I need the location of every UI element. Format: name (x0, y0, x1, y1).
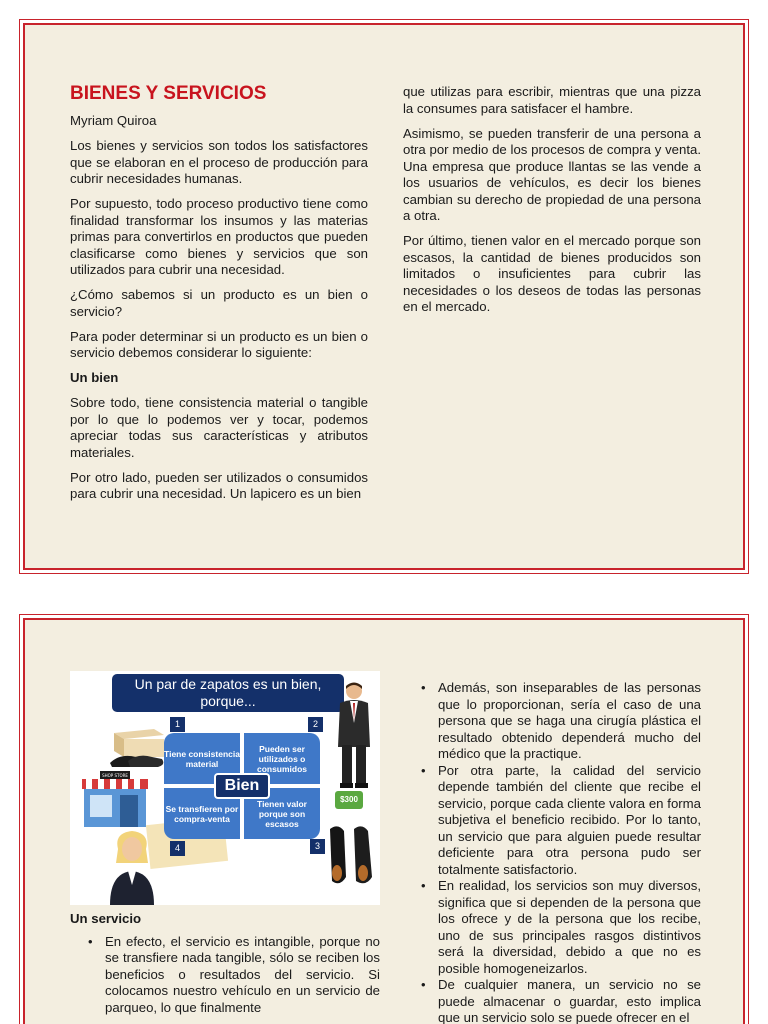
dress-shoes-icon (326, 823, 378, 889)
paragraph: Asimismo, se pueden transferir de una persona a otra por medio de los procesos de compra y venta. Una empresa que produce llantas se las vende a los usuarios de vehículos, es decir los bienes cambian su derecho de propiedad de una persona a otra. (403, 125, 701, 223)
paragraph: Por otro lado, pueden ser utilizados o consumidos para cubrir una necesidad. Un lapicero es un bien (70, 469, 368, 501)
paragraph: Sobre todo, tiene consistencia material o tangible por lo que lo podemos ver y tocar, podemos apreciar todas sus características y atributos materiales. (70, 395, 368, 460)
paragraph: que utilizas para escribir, mientras que una pizza la consumes para satisfacer el hambre. (403, 84, 701, 116)
businesswoman-icon (104, 829, 160, 905)
author-name: Myriam Quiroa (70, 113, 157, 128)
infographic-heading: Un par de zapatos es un bien, porque... (112, 674, 344, 712)
number-badge: 1 (170, 717, 185, 732)
document-page-1 (23, 23, 745, 570)
list-item: • En realidad, los servicios son muy diversos, significa que si dependen de la persona que los ofrece y de la persona que los recibe, uno de sus principales rasgos distintivos será la diversidad, debido a que no es posible homogeneizarlos. (403, 878, 701, 977)
paragraph: Por supuesto, todo proceso productivo tiene como finalidad transformar los insumos y las materias primas para convertirlos en productos que pueden clasificarse como bienes y servicios que son utilizados para cubrir una necesidad. (70, 196, 368, 277)
right-column (403, 84, 701, 324)
list-item: • En efecto, el servicio es intangible, porque no se transfiere nada tangible, sólo se reciben los beneficios o resultados del servicio. Si colocamos nuestro vehículo en un servicio de parqueo, lo que finalmente (70, 934, 380, 1017)
businessman-icon (332, 681, 376, 789)
paragraph: Los bienes y servicios son todos los satisfactores que se elaboran en el proceso de producción para cubrir necesidades humanas. (70, 138, 368, 186)
document-title: BIENES Y SERVICIOS (70, 83, 267, 104)
servicio-list-left (70, 934, 380, 1017)
list-item: • Por otra parte, la calidad del servicio depende también del cliente que recibe el servicio, porque cada cliente valora en forma subjetiva el beneficio recibido. Por lo tanto, un servicio que para alguien puede resultar deficiente para otra persona pudo ser totalmente satisfactorio. (403, 763, 701, 879)
property-scarce: Tienen valor porque son escasos (244, 788, 320, 839)
property-transferable: Se transfieren por compra-venta (164, 788, 240, 839)
bien-infographic (70, 671, 380, 905)
paragraph: ¿Cómo sabemos si un producto es un bien o servicio? (70, 287, 368, 319)
price-tag: $300 (335, 791, 363, 809)
list-item: • Además, son inseparables de las personas que lo proporcionan, sería el caso de una persona que se haga una cirugía plástica el resultado obtenido dependerá mucho del médico que la practique. (403, 680, 701, 763)
list-item: • De cualquier manera, un servicio no se puede almacenar o guardar, esto implica que un servicio solo se puede ofrecer en el (403, 977, 701, 1024)
left-column (70, 671, 380, 1016)
property-tangible: Tiene consistencia material (164, 733, 240, 784)
number-badge: 4 (170, 841, 185, 856)
document-page-2 (23, 618, 745, 1024)
shoebox-icon (106, 723, 168, 769)
center-label: Bien (214, 773, 270, 799)
property-consumable: Pueden ser utilizados o consumidos (244, 733, 320, 784)
number-badge: 2 (308, 717, 323, 732)
paragraph: Por último, tienen valor en el mercado porque son escasos, la cantidad de bienes producidos son limitados o insuficientes para cubrir las necesidades o los deseos de todas las personas en el mercado. (403, 233, 701, 314)
subheading-bien: Un bien (70, 370, 119, 385)
servicio-list-right (403, 680, 701, 1024)
properties-grid (164, 733, 320, 839)
right-column (403, 680, 701, 1024)
paragraph: Para poder determinar si un producto es un bien o servicio debemos considerar lo siguiente: (70, 328, 368, 360)
number-badge: 3 (310, 839, 325, 854)
svg-text:SHOP STORE: SHOP STORE (102, 773, 128, 778)
left-column (70, 83, 368, 511)
subheading-servicio: Un servicio (70, 911, 142, 926)
store-icon (80, 769, 150, 829)
